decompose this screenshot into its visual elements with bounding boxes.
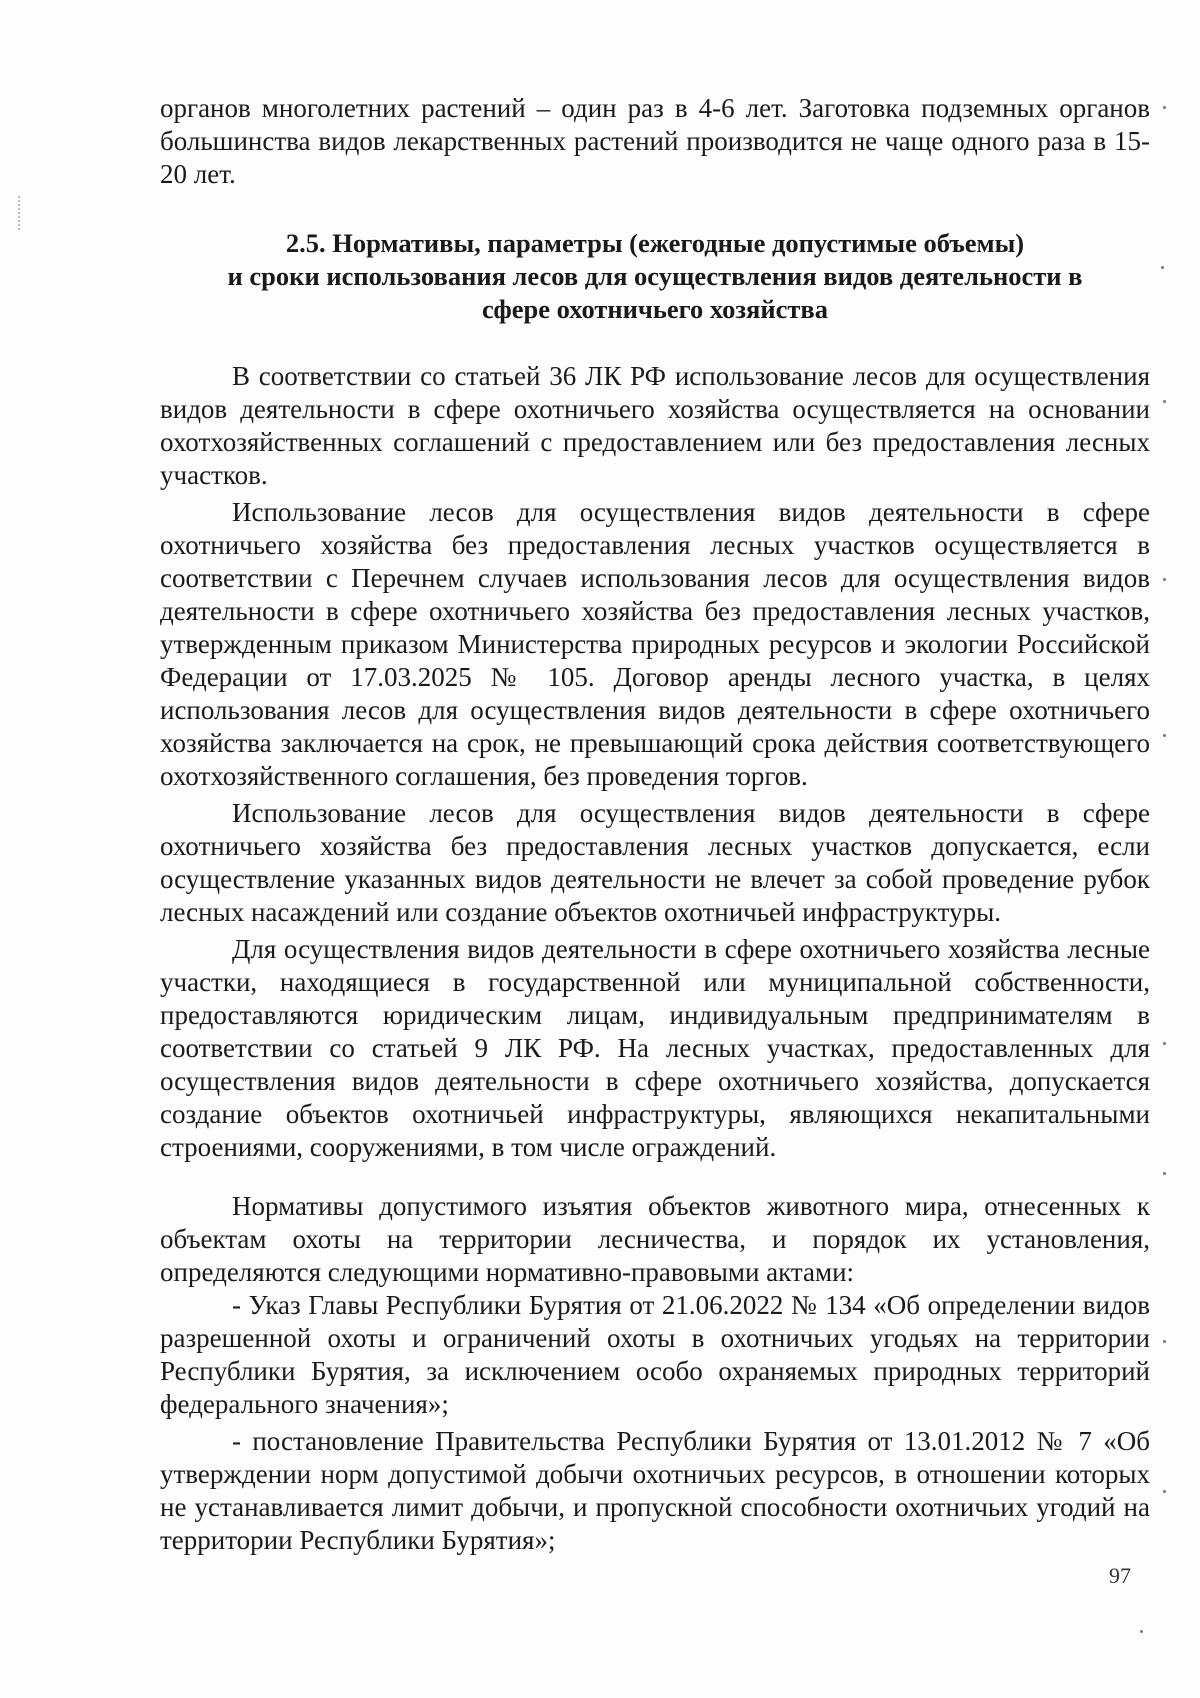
list-item-resolution: - постановление Правительства Республики Бурятия от 13.01.2012 № 7 «Об утверждении норм допустимой добычи охотничьих ресурсов, в отношении которых не устанавливается лимит добычи, и пропускной способности охотничьих угодий на территории Республики Бурятия»; [160, 1426, 1150, 1555]
scan-dot [1163, 1340, 1166, 1343]
scan-dot [1163, 1042, 1166, 1045]
section-heading-line-2: и сроки использования лесов для осуществления видов деятельности в [227, 261, 1083, 291]
scan-dot [1163, 400, 1166, 403]
intro-paragraph: органов многолетних растений – один раз в 4-6 лет. Заготовка подземных органов большинства видов лекарственных растений производится не чаще одного раза в 15-20 лет. [160, 93, 1150, 189]
scan-dot [1140, 1630, 1143, 1633]
paragraph-permitted-use: Использование лесов для осуществления видов деятельности в сфере охотничьего хозяйства без предоставления лесных участков допускается, если осуществление указанных видов деятельности не влечет за собой проведение рубок лесных насаждений или создание объектов охотничьей инфраструктуры. [160, 798, 1150, 927]
scan-margin-mark [18, 196, 22, 230]
section-heading-line-3: сфере охотничьего хозяйства [482, 294, 828, 324]
scan-dot [1161, 266, 1164, 269]
paragraph-without-land-plots: Использование лесов для осуществления видов деятельности в сфере охотничьего хозяйства без предоставления лесных участков осуществляется в соответствии с Перечнем случаев использования лесов для осуществления видов деятельности в сфере охотничьего хозяйства без предоставления лесных участков, утвержденным приказом Министерства природных ресурсов и экологии Российской Федерации от 17.03.2025 № 105. Договор аренды лесного участка, в целях использования лесов для осуществления видов деятельности в сфере охотничьего хозяйства заключается на срок, не превышающий срока действия соответствующего охотхозяйственного соглашения, без проведения торгов. [160, 497, 1150, 791]
list-item-decree: - Указ Главы Республики Бурятия от 21.06.2022 № 134 «Об определении видов разрешенной охоты и ограничений охоты в охотничьих угодьях на территории Республики Бурятия, за исключением особо охраняемых природных территорий федерального значения»; [160, 1290, 1150, 1419]
scan-dot [1163, 1172, 1166, 1175]
section-heading [160, 227, 1150, 326]
paragraph-withdrawal-norms: Нормативы допустимого изъятия объектов животного мира, отнесенных к объектам охоты на территории лесничества, и порядок их установления, определяются следующими нормативно-правовыми актами: [160, 1191, 1150, 1287]
scan-dot [1163, 734, 1166, 737]
scan-dot [1163, 106, 1166, 109]
section-heading-line-1: 2.5. Нормативы, параметры (ежегодные допустимые объемы) [285, 228, 1025, 258]
document-body [160, 92, 1150, 1557]
paragraph-land-plots-provision: Для осуществления видов деятельности в сфере охотничьего хозяйства лесные участки, находящиеся в государственной или муниципальной собственности, предоставляются юридическим лицам, индивидуальным предпринимателям в соответствии со статьей 9 ЛК РФ. На лесных участках, предоставленных для осуществления видов деятельности в сфере охотничьего хозяйства, допускается создание объектов охотничьей инфраструктуры, являющихся некапитальными строениями, сооружениями, в том числе ограждений. [160, 934, 1150, 1162]
scan-dot [1163, 578, 1166, 581]
paragraph-hunting-agreements: В соответствии со статьей 36 ЛК РФ использование лесов для осуществления видов деятельности в сфере охотничьего хозяйства осуществляется на основании охотхозяйственных соглашений с предоставлением или без предоставления лесных участков. [160, 361, 1150, 490]
page-number: 97 [1109, 1563, 1131, 1588]
scan-dot [1163, 1490, 1166, 1493]
